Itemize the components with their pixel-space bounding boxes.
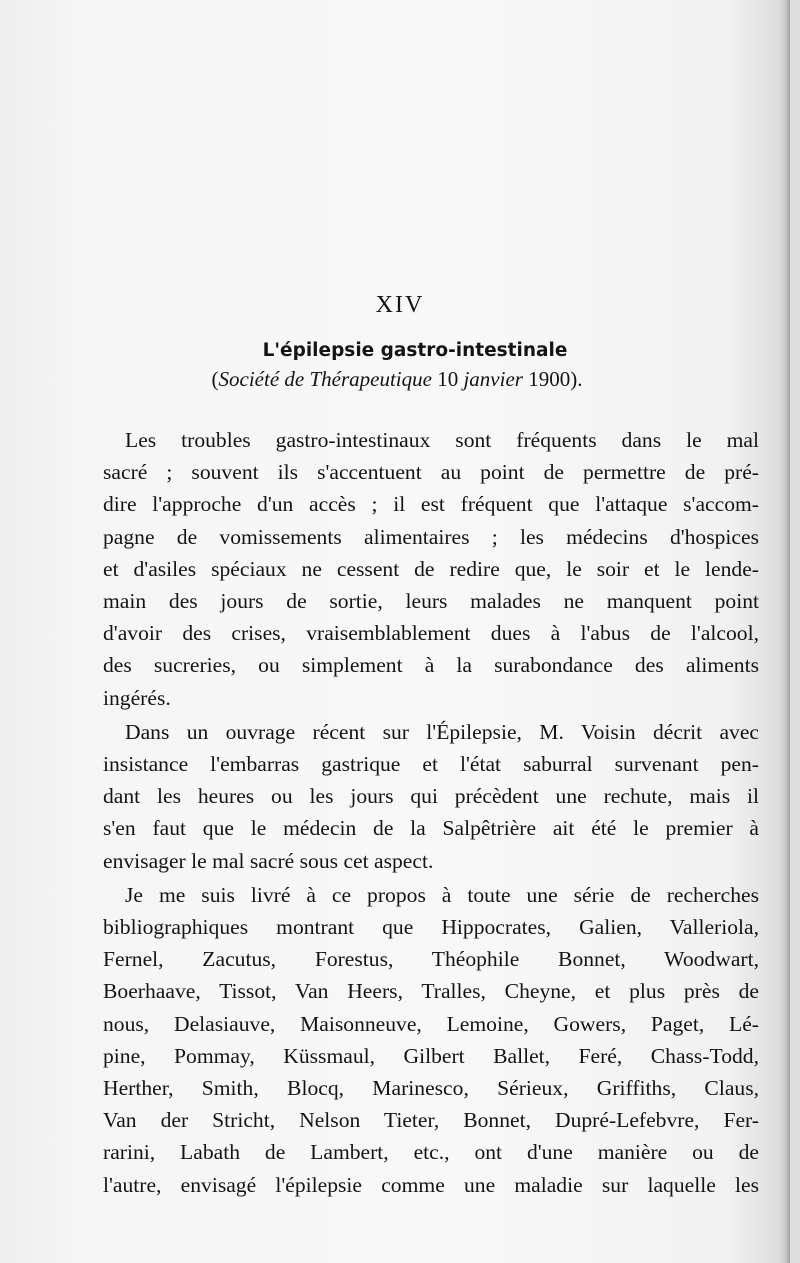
text-line: des sucreries, ou simplement à la surabondance des aliments	[103, 653, 759, 678]
text-line: dant les heures ou les jours qui précèdent une rechute, mais il	[103, 784, 759, 809]
source-open: (	[211, 367, 219, 391]
text-line: main des jours de sortie, leurs malades ne manquent point	[103, 589, 759, 614]
text-line: pine, Pommay, Küssmaul, Gilbert Ballet, Feré, Chass-Todd,	[103, 1043, 759, 1068]
chapter-source	[0, 367, 794, 392]
text-line: s'en faut que le médecin de la Salpêtrière ait été le premier à	[103, 816, 759, 841]
text-line: nous, Delasiauve, Maisonneuve, Lemoine, Gowers, Paget, Lé-	[103, 1011, 759, 1036]
text-line: ingérés.	[103, 685, 171, 710]
paragraph-1	[103, 424, 759, 714]
text-line: Je me suis livré à ce propos à toute une série de recherches	[125, 882, 759, 907]
chapter-number: XIV	[375, 292, 425, 318]
page-edge-shadow	[778, 0, 790, 1263]
source-day: 10	[431, 367, 464, 391]
text-line: dire l'approche d'un accès ; il est fréquent que l'attaque s'accom-	[103, 492, 759, 517]
text-line: Herther, Smith, Blocq, Marinesco, Sérieux, Griffiths, Claus,	[103, 1076, 759, 1101]
text-line: pagne de vomissements alimentaires ; les médecins d'hospices	[103, 524, 759, 549]
text-line: insistance l'embarras gastrique et l'état saburral survenant pen-	[103, 752, 759, 777]
text-line: d'avoir des crises, vraisemblablement dues à l'abus de l'alcool,	[103, 621, 759, 646]
text-line: rarini, Labath de Lambert, etc., ont d'une manière ou de	[103, 1140, 759, 1165]
source-society: Société de Thérapeutique	[218, 367, 432, 391]
text-line: l'autre, envisagé l'épilepsie comme une maladie sur laquelle les	[103, 1172, 759, 1197]
body-text	[103, 424, 759, 1203]
text-line: envisager le mal sacré sous cet aspect.	[103, 848, 434, 873]
text-line: Les troubles gastro-intestinaux sont fréquents dans le mal	[125, 428, 759, 452]
source-month: janvier	[463, 367, 523, 391]
text-line: Fernel, Zacutus, Forestus, Théophile Bonnet, Woodwart,	[103, 947, 759, 972]
text-line: Boerhaave, Tissot, Van Heers, Tralles, Cheyne, et plus près de	[103, 979, 759, 1004]
paragraph-2	[103, 716, 759, 877]
chapter-title: L'épilepsie gastro-intestinale	[262, 340, 568, 361]
text-line: bibliographiques montrant que Hippocrates, Galien, Valleriola,	[103, 915, 759, 940]
source-year: 1900).	[522, 367, 583, 391]
paragraph-3	[103, 879, 759, 1201]
text-line: Dans un ouvrage récent sur l'Épilepsie, M. Voisin décrit avec	[125, 719, 759, 744]
text-line: et d'asiles spéciaux ne cessent de redire que, le soir et le lende-	[103, 556, 759, 581]
text-line: sacré ; souvent ils s'accentuent au point de permettre de pré-	[103, 460, 759, 485]
text-line: Van der Stricht, Nelson Tieter, Bonnet, Dupré-Lefebvre, Fer-	[103, 1108, 759, 1133]
